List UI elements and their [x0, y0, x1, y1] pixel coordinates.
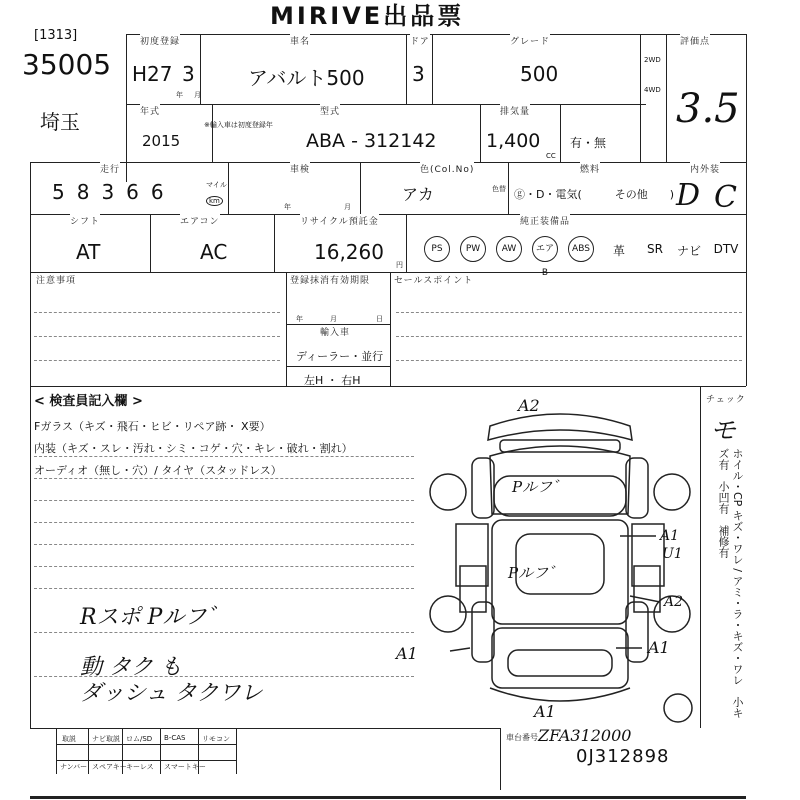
manufacture-note: ※輸入車は初度登録年: [204, 121, 273, 129]
chassis-label: 車台番号: [506, 733, 538, 742]
form-title: MIRIVE出品票: [270, 2, 465, 30]
color-label: 色(Col.No): [420, 162, 474, 175]
equipment-ps: PS: [424, 236, 450, 262]
first-reg-label: 初度登録: [140, 34, 180, 47]
exterior-grade: C: [714, 180, 737, 215]
check-mark: モ: [710, 416, 737, 446]
reg-era: H27: [132, 62, 173, 86]
item-bcas: B-CAS: [164, 734, 186, 742]
damage-top: A2: [518, 396, 540, 415]
aircon-label: エアコン: [180, 214, 220, 227]
inspector-heading: < 検査員記入欄 >: [34, 394, 143, 409]
equipment-dtv: DTV: [713, 242, 739, 256]
grade-value: 500: [520, 62, 559, 86]
color-change: 色替: [492, 185, 506, 193]
hand-note-2: 動 タク も: [80, 655, 182, 680]
car-diagram: [420, 396, 700, 726]
interior-grade: D: [676, 178, 701, 213]
damage-right-rear: A2: [664, 594, 684, 610]
mileage-unit-km: km: [206, 196, 223, 206]
reg-year: 年: [296, 315, 303, 323]
displacement-label: 排気量: [500, 104, 530, 117]
shift-label: シフト: [70, 214, 100, 227]
damage-right: A1: [648, 638, 670, 657]
score-label: 評価点: [680, 34, 710, 47]
aircon-value: AC: [200, 240, 228, 264]
damage-hood: Pルフ゛: [512, 478, 568, 496]
reg-expiry-label: 登録抹消有効期限: [290, 273, 370, 286]
inspection-month: 月: [344, 203, 351, 211]
cc-unit: CC: [546, 152, 556, 160]
region: 埼玉: [40, 110, 80, 134]
handle-side: 左H ・ 右H: [304, 374, 361, 387]
reg-month: 3: [182, 62, 195, 86]
yen-unit: 円: [396, 261, 403, 269]
item-manual: 取説: [62, 735, 76, 743]
equipment-aw: AW: [496, 236, 522, 262]
reg-month: 月: [330, 315, 337, 323]
item-number: ナンバー: [60, 763, 88, 771]
inspector-audio: オーディオ（無し・穴）/ タイヤ（スタッドレス）: [34, 464, 282, 477]
damage-right-door-2: U1: [662, 546, 683, 562]
mileage-value: 58366: [52, 180, 176, 204]
item-remote: リモコン: [202, 735, 230, 743]
chassis-handwritten: ZFA312000: [538, 726, 632, 745]
fuel-label: 燃料: [580, 162, 600, 175]
car-name: アバルト500: [248, 66, 365, 90]
interior-ext-label: 内外装: [690, 162, 720, 175]
inspection-year: 年: [284, 203, 291, 211]
model-type: ABA - 312142: [306, 130, 437, 152]
item-rom-sd: ロム/SD: [126, 735, 153, 743]
item-keyless: キーレス: [126, 763, 154, 771]
inspector-interior: 内装（キズ・スレ・汚れ・シミ・コゲ・穴・キレ・破れ・割れ）: [34, 442, 353, 455]
notes-label: 注意事項: [36, 273, 76, 286]
equipment-label: 純正装備品: [520, 214, 570, 227]
equipment-navi: ナビ: [676, 244, 701, 258]
model-type-label: 型式: [320, 104, 340, 117]
ac-presence: 有・無: [570, 136, 607, 150]
inspection-label: 車検: [290, 162, 310, 175]
car-name-label: 車名: [290, 34, 310, 47]
equipment-airbag: エアB: [532, 236, 558, 262]
equipment-leather: 革: [612, 244, 625, 258]
drive-2wd: 2WD: [644, 56, 661, 64]
score-value: 3.5: [676, 86, 740, 132]
mileage-unit-mile: マイル: [206, 181, 227, 189]
item-smart-key: スマートキー: [164, 763, 206, 771]
equipment-sunroof: SR: [647, 242, 663, 256]
damage-right-door: A1: [660, 528, 680, 544]
reg-day: 日: [376, 315, 383, 323]
reg-month-unit: 月: [194, 91, 201, 99]
shift-value: AT: [76, 240, 101, 264]
seller-points-label: セールスポイント: [394, 273, 473, 286]
damage-bottom: A1: [534, 702, 556, 721]
damage-left: A1: [396, 644, 418, 663]
displacement: 1,400: [486, 130, 541, 152]
color-value: アカ: [402, 185, 434, 204]
reg-year-unit: 年: [176, 91, 183, 99]
check-label: チェック: [706, 392, 746, 405]
inspector-glass: Fガラス（キズ・飛石・ヒビ・リペア跡・ X要）: [34, 420, 271, 433]
drive-4wd: 4WD: [644, 86, 661, 94]
recycle-value: 16,260: [314, 240, 384, 264]
hand-note-3: ダッシュ タクワレ: [80, 681, 263, 706]
doors-label: ドア: [410, 34, 430, 47]
hand-note-1: Rスポ Pルフ゛: [80, 605, 229, 630]
equipment-pw: PW: [460, 236, 486, 262]
grade-label: グレード: [510, 34, 550, 47]
side-legend: ホイル・CP キズ・ワレ / アミ・ラ・キズ・ワレ 小キズ有 小凹有 補修有: [717, 448, 744, 719]
door-count: 3: [412, 62, 425, 86]
chassis-number: 0J312898: [576, 746, 670, 767]
model-year-label: 年式: [140, 104, 160, 117]
model-year: 2015: [142, 132, 181, 150]
bracket-number: [1313]: [34, 28, 78, 43]
item-nav-manual: ナビ取説: [92, 735, 120, 743]
item-spare-key: スペアキー: [92, 763, 127, 771]
equipment-abs: ABS: [568, 236, 594, 262]
fuel-value: ⓖ・D・電気( その他 ): [514, 188, 675, 201]
importer-label: 輸入車: [320, 325, 350, 338]
recycle-label: リサイクル預託金: [300, 214, 379, 227]
lot-number: 35005: [22, 48, 112, 81]
equipment-list: [412, 232, 746, 278]
mileage-label: 走行: [100, 162, 120, 175]
dealer-parallel: ディーラー・並行: [296, 350, 384, 363]
damage-roof: Pルフ゛: [508, 564, 564, 582]
